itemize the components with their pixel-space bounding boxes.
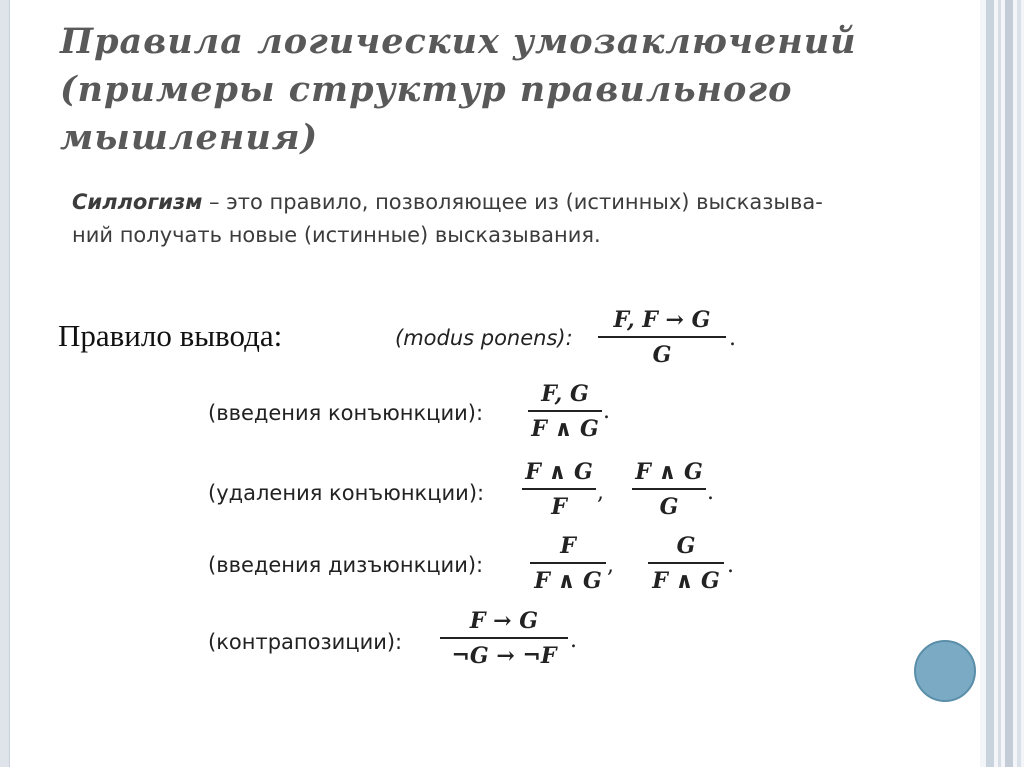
- definition-line1: – это правило, позволяющее из (истинных) высказыва-: [202, 190, 823, 214]
- fraction-bar: [522, 488, 596, 490]
- fraction-bar: [632, 488, 706, 490]
- rule-fraction-left: [522, 458, 596, 521]
- rule-fraction: [440, 607, 568, 670]
- rule-fraction-right: [648, 532, 724, 595]
- rule-label: (удаления конъюнкции):: [208, 481, 485, 505]
- rule-fraction-left: [530, 532, 606, 595]
- rule-end-dot: .: [570, 628, 577, 653]
- rule-label: (введения конъюнкции):: [208, 401, 484, 425]
- rule-label: (modus ponens):: [395, 326, 573, 350]
- fraction-numerator: F ∧ G: [635, 459, 703, 485]
- rule-separator: ,: [597, 480, 604, 505]
- fraction-denominator: G: [659, 494, 679, 520]
- rule-fraction: [528, 380, 602, 443]
- decorative-circle: [914, 640, 976, 702]
- fraction-denominator: G: [652, 342, 672, 368]
- fraction-denominator: F ∧ G: [531, 416, 599, 442]
- fraction-denominator: ¬G → ¬F: [451, 643, 557, 669]
- fraction-bar: [598, 336, 726, 338]
- fraction-numerator: F: [560, 533, 576, 559]
- rule-separator: ,: [607, 553, 614, 578]
- rule-end-dot: .: [707, 480, 714, 505]
- fraction-denominator: F: [551, 494, 567, 520]
- fraction-bar: [440, 637, 568, 639]
- fraction-numerator: F, G: [541, 381, 589, 407]
- fraction-bar: [528, 410, 602, 412]
- fraction-numerator: F, F → G: [613, 307, 711, 333]
- syllogism-definition: [72, 186, 932, 252]
- rule-end-dot: .: [729, 326, 736, 351]
- rule-end-dot: .: [727, 553, 734, 578]
- fraction-numerator: F → G: [469, 608, 539, 634]
- definition-term: Силлогизм: [72, 190, 203, 214]
- definition-line2: ний получать новые (истинные) высказывания.: [72, 223, 601, 247]
- fraction-numerator: F ∧ G: [525, 459, 593, 485]
- fraction-numerator: G: [676, 533, 696, 559]
- right-edge-decoration: [980, 0, 1024, 767]
- inference-rule-lead: Правило вывода:: [58, 318, 283, 353]
- fraction-denominator: F ∧ G: [534, 568, 602, 594]
- fraction-bar: [648, 562, 724, 564]
- slide-title: Правила логических умозаключений (примеры структур правильного мышления): [60, 21, 857, 158]
- rule-fraction-right: [632, 458, 706, 521]
- fraction-denominator: F ∧ G: [652, 568, 720, 594]
- rule-fraction: [598, 306, 726, 369]
- rule-label: (контрапозиции):: [208, 630, 403, 654]
- fraction-bar: [530, 562, 606, 564]
- rule-end-dot: .: [603, 399, 610, 424]
- left-edge-decoration: [0, 0, 10, 767]
- rule-label: (введения дизъюнкции):: [208, 553, 484, 577]
